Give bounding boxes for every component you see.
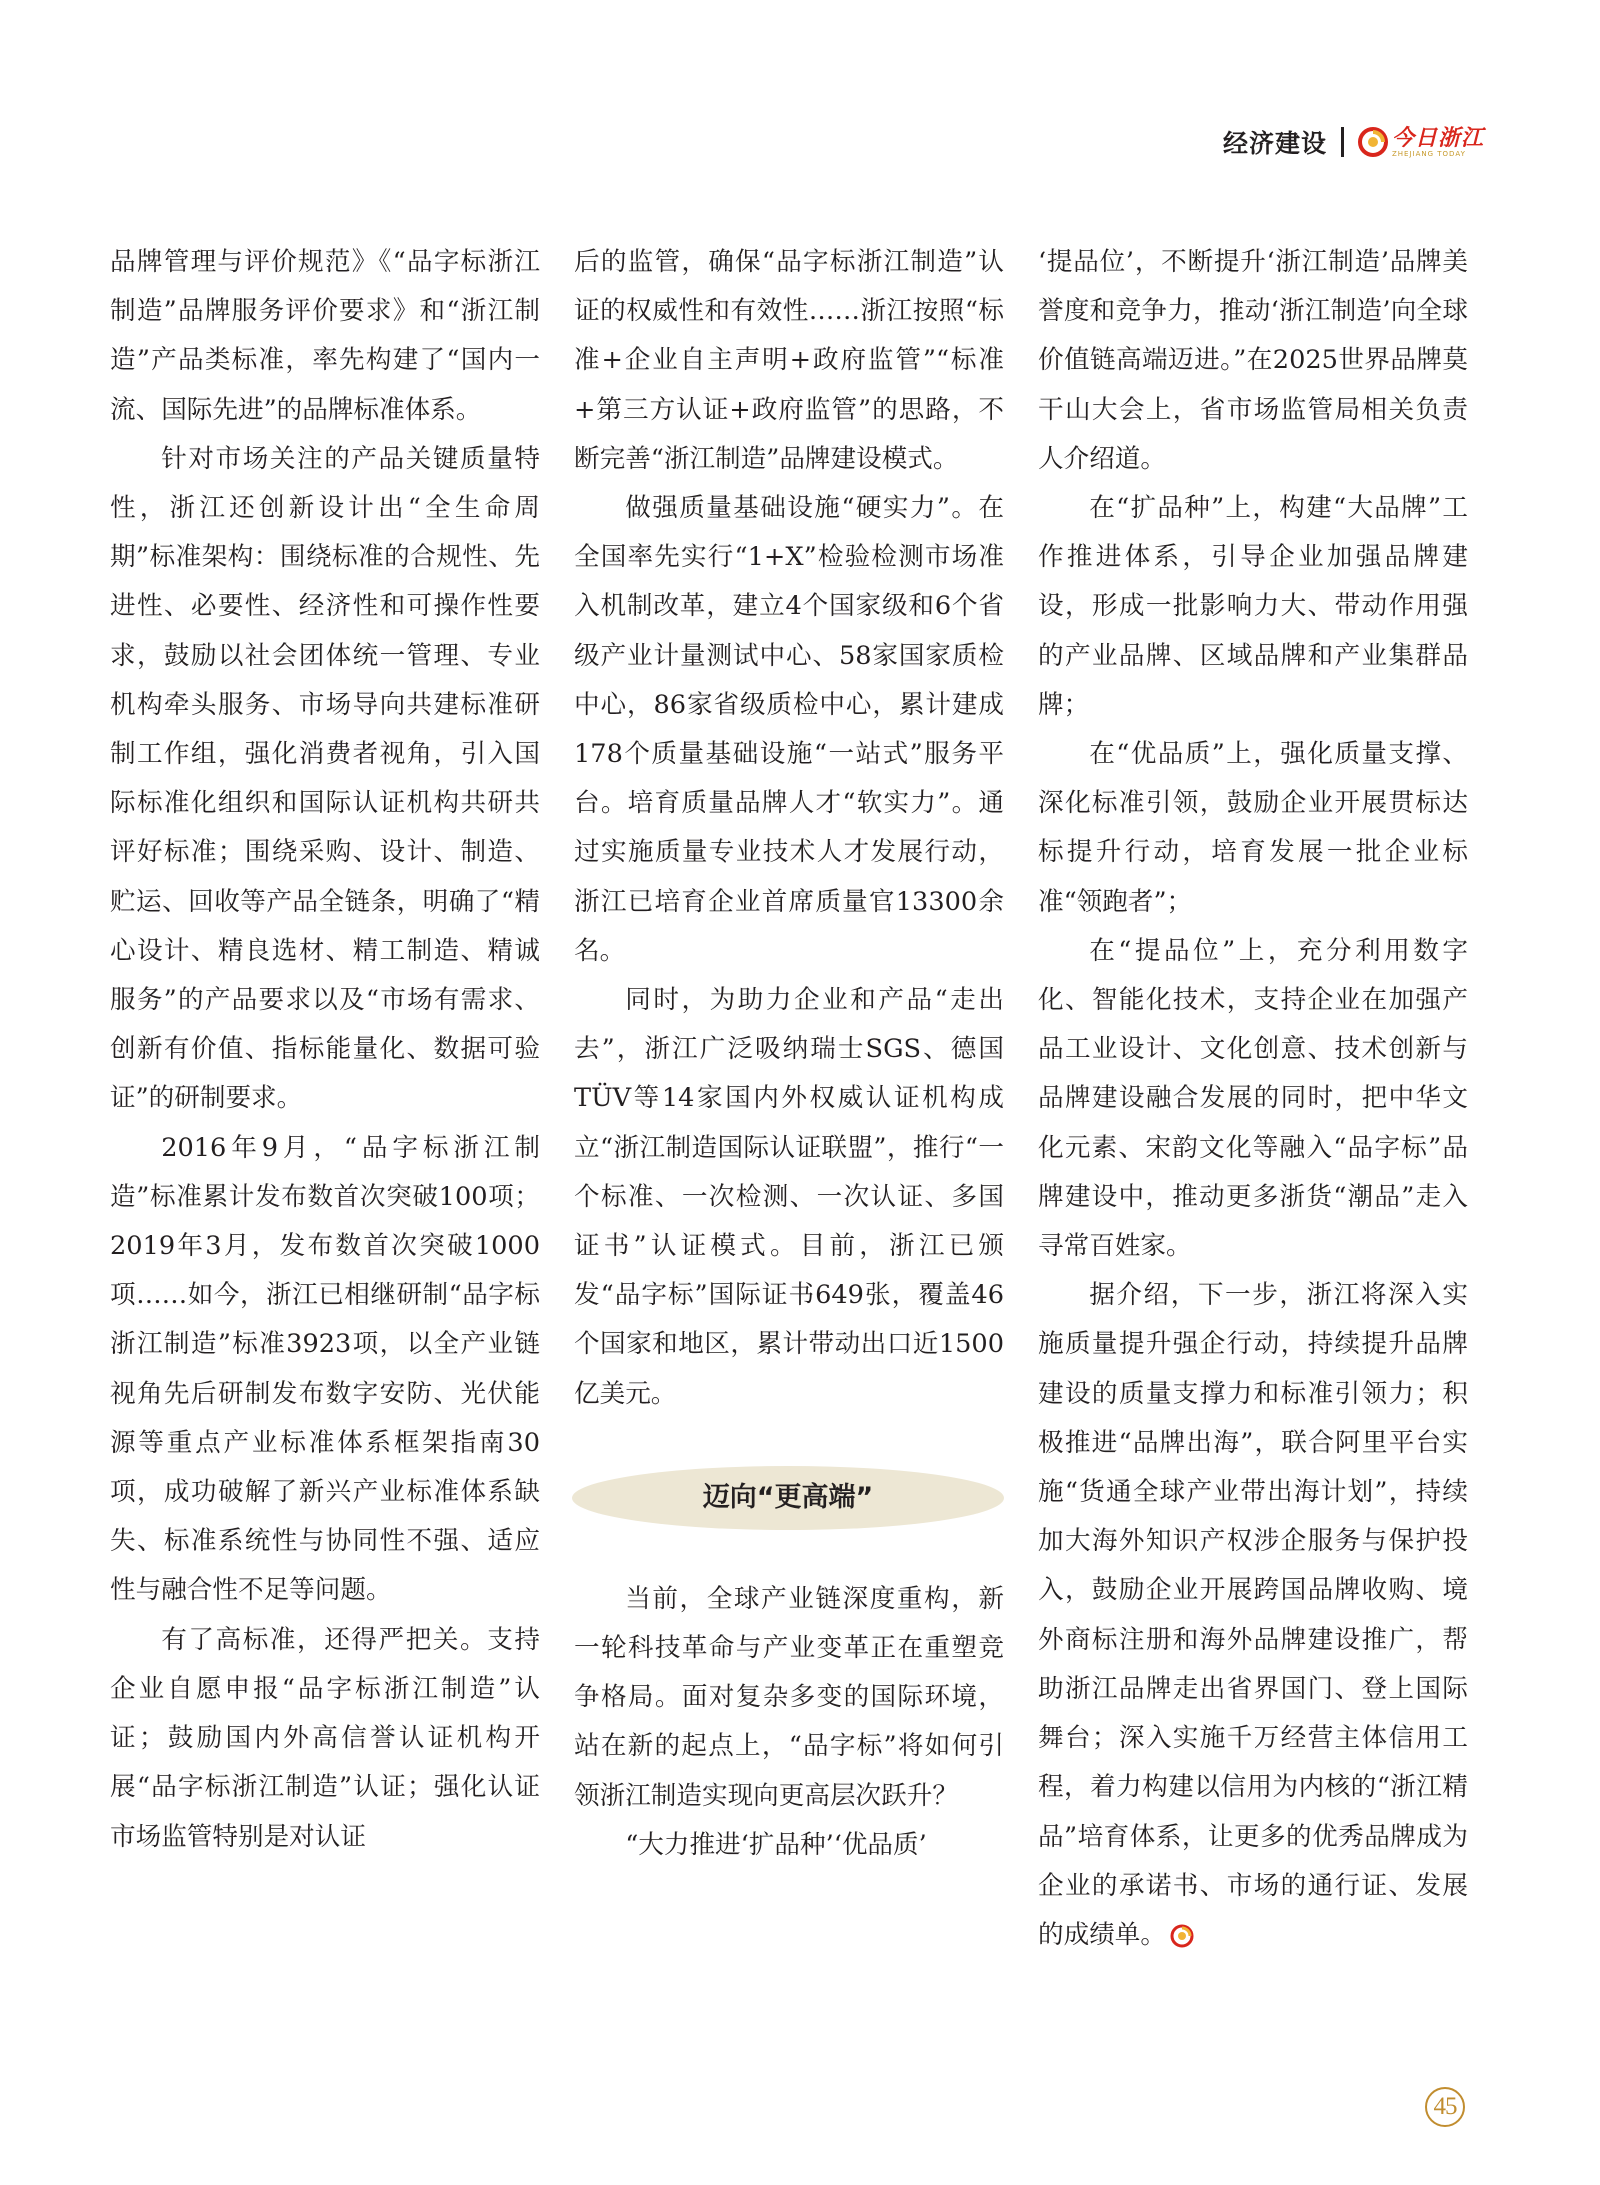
article-column-2 (574, 238, 1004, 1870)
paragraph: 2016年9月，“品字标浙江制造”标准累计发布数首次突破100项；2019年3月，发布数首次突破1000项……如今，浙江已相继研制“品字标浙江制造”标准3923项，以全产业链视角先后研制发布数字安防、光伏能源等重点产业标准体系框架指南30项，成功破解了新兴产业标准体系缺失、标准系统性与协同性不强、适应性与融合性不足等问题。 (110, 1132, 540, 1606)
paragraph: ‘提品位’，不断提升‘浙江制造’品牌美誉度和竞争力，推动‘浙江制造’向全球价值链高端迈进。”在2025世界品牌莫干山大会上，省市场监管局相关负责人介绍道。 (1038, 247, 1468, 474)
paragraph: 在“提品位”上，充分利用数字化、智能化技术，支持企业在加强产品工业设计、文化创意、技术创新与品牌建设融合发展的同时，把中华文化元素、宋韵文化等融入“品字标”品牌建设中，推动更多浙货“潮品”走入寻常百姓家。 (1038, 935, 1468, 1262)
page-number: 45 (1425, 2087, 1465, 2127)
page-header (1223, 118, 1484, 166)
paragraph-final (1038, 1271, 1468, 1960)
paragraph: 后的监管，确保“品字标浙江制造”认证的权威性和有效性……浙江按照“标准+企业自主声明+政府监管”“标准+第三方认证+政府监管”的思路，不断完善“浙江制造”品牌建设模式。 (574, 247, 1004, 474)
paragraph: “大力推进‘扩品种’‘优品质’ (625, 1829, 927, 1860)
article-column-1 (110, 238, 540, 1862)
paragraph: 品牌管理与评价规范》《“品字标浙江制造”品牌服务评价要求》和“浙江制造”产品类标准，率先构建了“国内一流、国际先进”的品牌标准体系。 (110, 247, 540, 425)
paragraph-final-text: 据介绍，下一步，浙江将深入实施质量提升强企行动，持续提升品牌建设的质量支撑力和标准引领力；积极推进“品牌出海”，联合阿里平台实施“货通全球产业带出海计划”，持续加大海外知识产权涉企服务与保护投入，鼓励企业开展跨国品牌收购、境外商标注册和海外品牌建设推广，帮助浙江品牌走出省界国门、登上国际舞台；深入实施千万经营主体信用工程，着力构建以信用为内核的“浙江精品”培育体系，让更多的优秀品牌成为企业的承诺书、市场的通行证、发展的成绩单。 (1038, 1280, 1468, 1950)
logo-english: ZHEJIANG TODAY (1391, 149, 1466, 158)
paragraph: 针对市场关注的产品关键质量特性，浙江还创新设计出“全生命周期”标准架构：围绕标准的合规性、先进性、必要性、经济性和可操作性要求，鼓励以社会团体统一管理、专业机构牵头服务、市场导向共建标准研制工作组，强化消费者视角，引入国际标准化组织和国际认证机构共研共评好标准；围绕采购、设计、制造、贮运、回收等产品全链条，明确了“精心设计、精良选材、精工制造、精诚服务”的产品要求以及“市场有需求、创新有价值、指标能量化、数据可验证”的研制要求。 (110, 443, 540, 1114)
end-mark-icon (1170, 1924, 1194, 1948)
paragraph: 当前，全球产业链深度重构，新一轮科技革命与产业变革正在重塑竞争格局。面对复杂多变的国际环境，站在新的起点上，“品字标”将如何引领浙江制造实现向更高层次跃升？ (574, 1583, 1004, 1811)
paragraph: 在“扩品种”上，构建“大品牌”工作推进体系，引导企业加强品牌建设，形成一批影响力大、带动作用强的产业品牌、区域品牌和产业集群品牌； (1038, 493, 1468, 720)
logo-swirl-icon (1358, 127, 1388, 157)
header-divider (1341, 127, 1344, 157)
logo-name: 今日浙江 (1391, 124, 1484, 151)
magazine-logo (1358, 124, 1484, 158)
article-column-3 (1038, 238, 1468, 1960)
section-subheading (572, 1466, 1004, 1530)
paragraph: 在“优品质”上，强化质量支撑、深化标准引领，鼓励企业开展贯标达标提升行动，培育发展一批企业标准“领跑者”； (1038, 739, 1468, 917)
paragraph: 同时，为助力企业和产品“走出去”，浙江广泛吸纳瑞士SGS、德国TÜV等14家国内外权威认证机构成立“浙江制造国际认证联盟”，推行“一个标准、一次检测、一次认证、多国证书”认证模式。目前，浙江已颁发“品字标”国际证书649张，覆盖46个国家和地区，累计带动出口近1500亿美元。 (574, 985, 1004, 1409)
paragraph: 有了高标准，还得严把关。支持企业自愿申报“品字标浙江制造”认证；鼓励国内外高信誉认证机构开展“品字标浙江制造”认证；强化认证市场监管特别是对认证 (110, 1624, 540, 1852)
paragraph: 做强质量基础设施“硬实力”。在全国率先实行“1+X”检验检测市场准入机制改革，建立4个国家级和6个省级产业计量测试中心、58家国家质检中心，86家省级质检中心，累计建成178个质量基础设施“一站式”服务平台。培育质量品牌人才“软实力”。通过实施质量专业技术人才发展行动，浙江已培育企业首席质量官13300余名。 (574, 493, 1004, 966)
subheading-text: 迈向“更高端” (702, 1482, 874, 1514)
section-label: 经济建设 (1222, 129, 1327, 158)
